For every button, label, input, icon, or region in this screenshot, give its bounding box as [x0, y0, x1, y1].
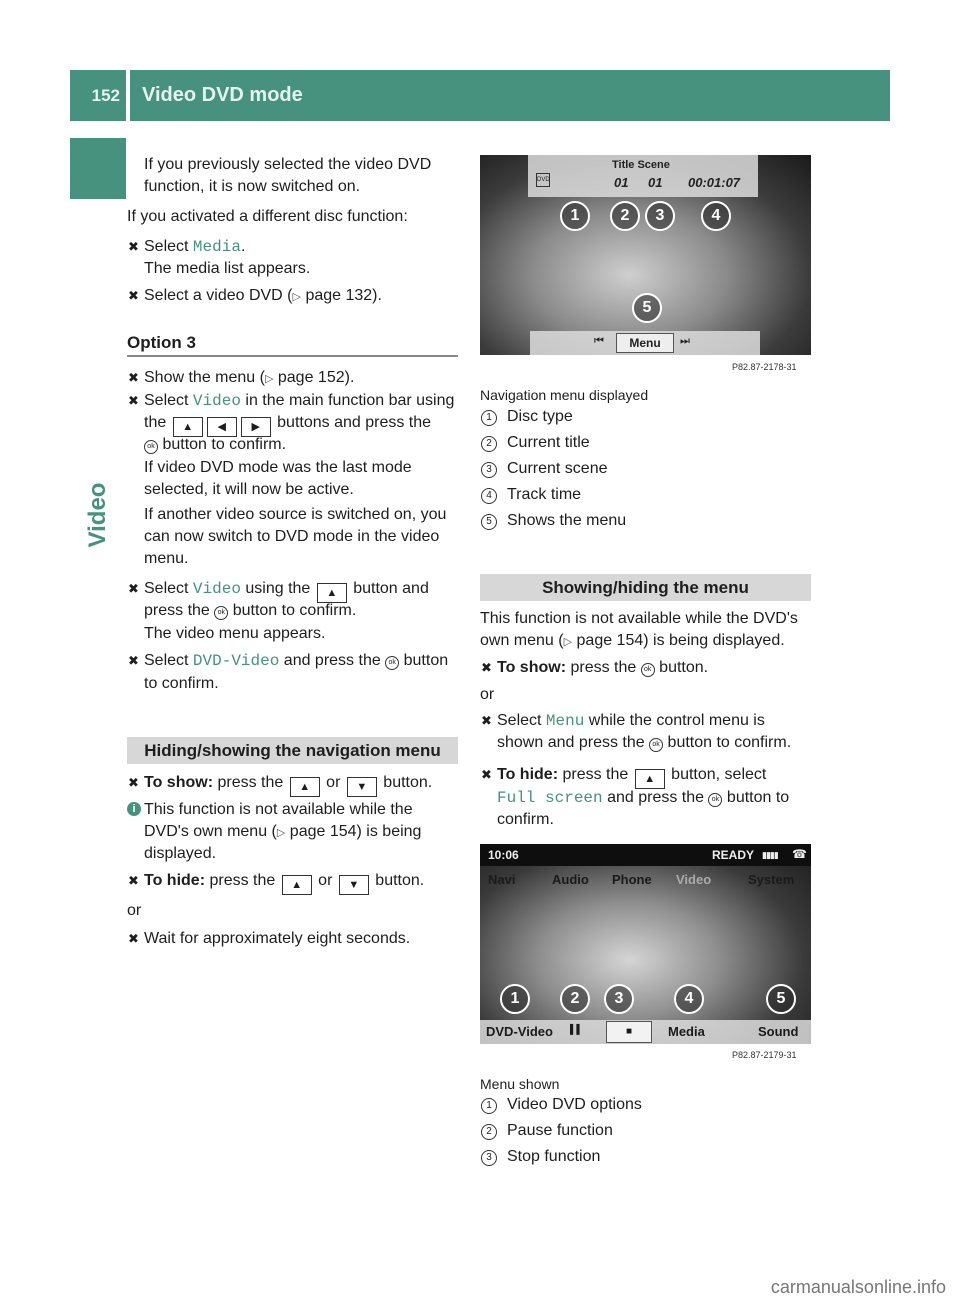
- step-marker-icon: ✖: [128, 653, 139, 668]
- callout-1: 1: [500, 984, 530, 1014]
- title-scene-label: Title Scene: [612, 159, 670, 171]
- step-marker-icon: ✖: [481, 660, 492, 675]
- step: to confirm.: [144, 675, 219, 692]
- callout-4: 4: [701, 201, 731, 231]
- callout-2: 2: [610, 201, 640, 231]
- menu-shown-screenshot: [480, 844, 811, 1044]
- status-bar: [480, 844, 811, 866]
- item-number: 3: [481, 462, 497, 478]
- legend-item: Current scene: [507, 460, 608, 477]
- confirm-button-icon: ok: [649, 738, 663, 752]
- step-result: The media list appears.: [144, 260, 311, 277]
- step-marker-icon: ✖: [128, 581, 139, 596]
- step: press the ok button to confirm.: [144, 602, 357, 619]
- step-marker-icon: ✖: [128, 288, 139, 303]
- legend-item: Track time: [507, 486, 582, 503]
- down-button-icon: ▼: [339, 875, 369, 895]
- step: Select Video using the ▲ button and: [144, 578, 429, 603]
- menu-button: Menu: [616, 333, 674, 353]
- section-label-text: Video: [84, 482, 111, 548]
- item-number: 2: [481, 1124, 497, 1140]
- callout-1: 1: [560, 201, 590, 231]
- info-note: This function is not available while the: [144, 801, 413, 818]
- phone-icon: ☎: [792, 847, 807, 861]
- item-number: 5: [481, 514, 497, 530]
- figure-code: P82.87-2178-31: [732, 362, 797, 372]
- dvd-video-item: DVD-Video: [486, 1024, 553, 1039]
- item-number: 2: [481, 436, 497, 452]
- tab-navi: Navi: [488, 872, 516, 887]
- disc-type-icon: DVD: [536, 173, 550, 187]
- item-number: 1: [481, 410, 497, 426]
- figure-code: P82.87-2179-31: [732, 1050, 797, 1060]
- legend-item: Disc type: [507, 408, 573, 425]
- right-button-icon: ▶: [241, 417, 271, 437]
- section-label: [70, 460, 126, 570]
- current-scene-value: 01: [648, 175, 663, 190]
- tab-audio: Audio: [552, 872, 589, 887]
- section-banner: Hiding/showing the navigation menu: [127, 737, 458, 764]
- page-number-block: [70, 70, 126, 121]
- step: To hide: press the ▲ button, select: [497, 764, 766, 789]
- step-result: selected, it will now be active.: [144, 481, 354, 498]
- page-ref-icon: ▷: [563, 636, 573, 648]
- step-result: If video DVD mode was the last mode: [144, 459, 412, 476]
- paragraph: own menu (▷ page 154) is being displayed.: [480, 632, 785, 649]
- tab-system: System: [748, 872, 795, 887]
- figure-caption: Navigation menu displayed: [480, 387, 649, 403]
- menu-item-media: Media: [192, 238, 241, 256]
- item-number: 1: [481, 1098, 497, 1114]
- confirm-button-icon: ok: [641, 663, 655, 677]
- step: To show: press the ▲ or ▼ button.: [144, 772, 432, 797]
- confirm-button-icon: ok: [144, 440, 158, 454]
- item-number: 4: [481, 488, 497, 504]
- or-text: or: [480, 686, 495, 703]
- section-heading: Option 3: [127, 333, 196, 352]
- page-ref-icon: ▷: [292, 291, 301, 303]
- page-ref-icon: ▷: [276, 827, 286, 839]
- paragraph: function, it is now switched on.: [144, 178, 361, 195]
- step: the ▲ ◀ ▶ buttons and press the: [144, 412, 431, 437]
- step-marker-icon: ✖: [128, 775, 139, 790]
- up-button-icon: ▲: [317, 583, 347, 603]
- info-note: displayed.: [144, 845, 217, 862]
- stop-icon: ■: [606, 1021, 652, 1043]
- paragraph: This function is not available while the DVD's: [480, 610, 798, 627]
- ready-status: READY: [712, 848, 755, 862]
- confirm-button-icon: ok: [214, 606, 228, 620]
- section-banner: Showing/hiding the menu: [480, 574, 811, 601]
- track-time-value: 00:01:07: [688, 175, 741, 190]
- previous-icon: ⏮: [594, 335, 604, 347]
- info-note: DVD's own menu (▷ page 154) is being: [144, 823, 422, 840]
- page-number: 152: [91, 86, 120, 105]
- figure-caption: Menu shown: [480, 1076, 560, 1092]
- current-title-value: 01: [614, 175, 629, 190]
- step: shown and press the ok button to confirm.: [497, 734, 792, 751]
- step: Show the menu (▷ page 152).: [144, 369, 355, 386]
- signal-icon: ▮▮▮▮: [762, 850, 778, 860]
- page-title: Video DVD mode: [142, 84, 303, 106]
- tab-phone: Phone: [612, 872, 652, 887]
- legend-item: Video DVD options: [507, 1096, 642, 1113]
- step: To hide: press the ▲ or ▼ button.: [144, 870, 424, 895]
- step-result: menu.: [144, 550, 189, 567]
- step: Wait for approximately eight seconds.: [144, 930, 411, 947]
- confirm-button-icon: ok: [708, 793, 722, 807]
- navigation-menu-screenshot: [480, 155, 811, 355]
- nav-info-bar: [528, 155, 758, 197]
- step-marker-icon: ✖: [128, 239, 139, 254]
- legend-item: Current title: [507, 434, 590, 451]
- callout-2: 2: [560, 984, 590, 1014]
- or-text: or: [127, 902, 142, 919]
- step-marker-icon: ✖: [481, 767, 492, 782]
- callout-3: 3: [645, 201, 675, 231]
- step: To show: press the ok button.: [497, 659, 709, 676]
- callout-3: 3: [604, 984, 634, 1014]
- step-result: If another video source is switched on, you: [144, 506, 447, 523]
- section-tab: [70, 138, 126, 199]
- tab-video: Video: [676, 872, 712, 887]
- item-number: 3: [481, 1150, 497, 1166]
- main-function-bar: [480, 870, 811, 892]
- sound-item: Sound: [758, 1024, 799, 1039]
- step-marker-icon: ✖: [128, 370, 139, 385]
- up-button-icon: ▲: [290, 777, 320, 797]
- media-item: Media: [668, 1024, 705, 1039]
- paragraph: If you previously selected the video DVD: [144, 156, 432, 173]
- step: Select a video DVD (▷ page 132).: [144, 287, 382, 304]
- paragraph: If you activated a different disc function:: [127, 208, 408, 225]
- info-icon: i: [127, 802, 141, 816]
- up-button-icon: ▲: [282, 875, 312, 895]
- step: confirm.: [497, 811, 554, 828]
- step: ok button to confirm.: [144, 434, 286, 456]
- callout-5: 5: [766, 984, 796, 1014]
- step-marker-icon: ✖: [128, 393, 139, 408]
- step: Select Media.: [144, 238, 246, 256]
- nav-control-bar: [530, 331, 760, 355]
- callout-4: 4: [674, 984, 704, 1014]
- header-bar: [130, 70, 890, 121]
- up-button-icon: ▲: [173, 417, 203, 437]
- clock: 10:06: [488, 848, 519, 862]
- down-button-icon: ▼: [347, 777, 377, 797]
- step-marker-icon: ✖: [128, 931, 139, 946]
- step-result: The video menu appears.: [144, 625, 326, 642]
- legend-item: Stop function: [507, 1148, 601, 1165]
- next-icon: ⏭: [680, 335, 690, 347]
- page-ref-icon: ▷: [264, 373, 274, 385]
- step: Full screen and press the ok button to: [497, 789, 790, 807]
- step-result: can now switch to DVD mode in the video: [144, 528, 440, 545]
- step: Select Video in the main function bar using: [144, 392, 455, 410]
- legend-item: Pause function: [507, 1122, 613, 1139]
- legend-item: Shows the menu: [507, 512, 627, 529]
- confirm-button-icon: ok: [385, 656, 399, 670]
- step-marker-icon: ✖: [481, 713, 492, 728]
- step-marker-icon: ✖: [128, 873, 139, 888]
- video-menu-bar: [480, 1020, 811, 1044]
- divider: [127, 355, 458, 357]
- step: Select DVD-Video and press the ok button: [144, 652, 449, 670]
- up-button-icon: ▲: [635, 769, 665, 789]
- pause-icon: ▌▌: [570, 1024, 583, 1034]
- watermark: carmanualsonline.info: [770, 1277, 946, 1297]
- callout-5: 5: [632, 293, 662, 323]
- step: Select Menu while the control menu is: [497, 712, 765, 730]
- left-button-icon: ◀: [207, 417, 237, 437]
